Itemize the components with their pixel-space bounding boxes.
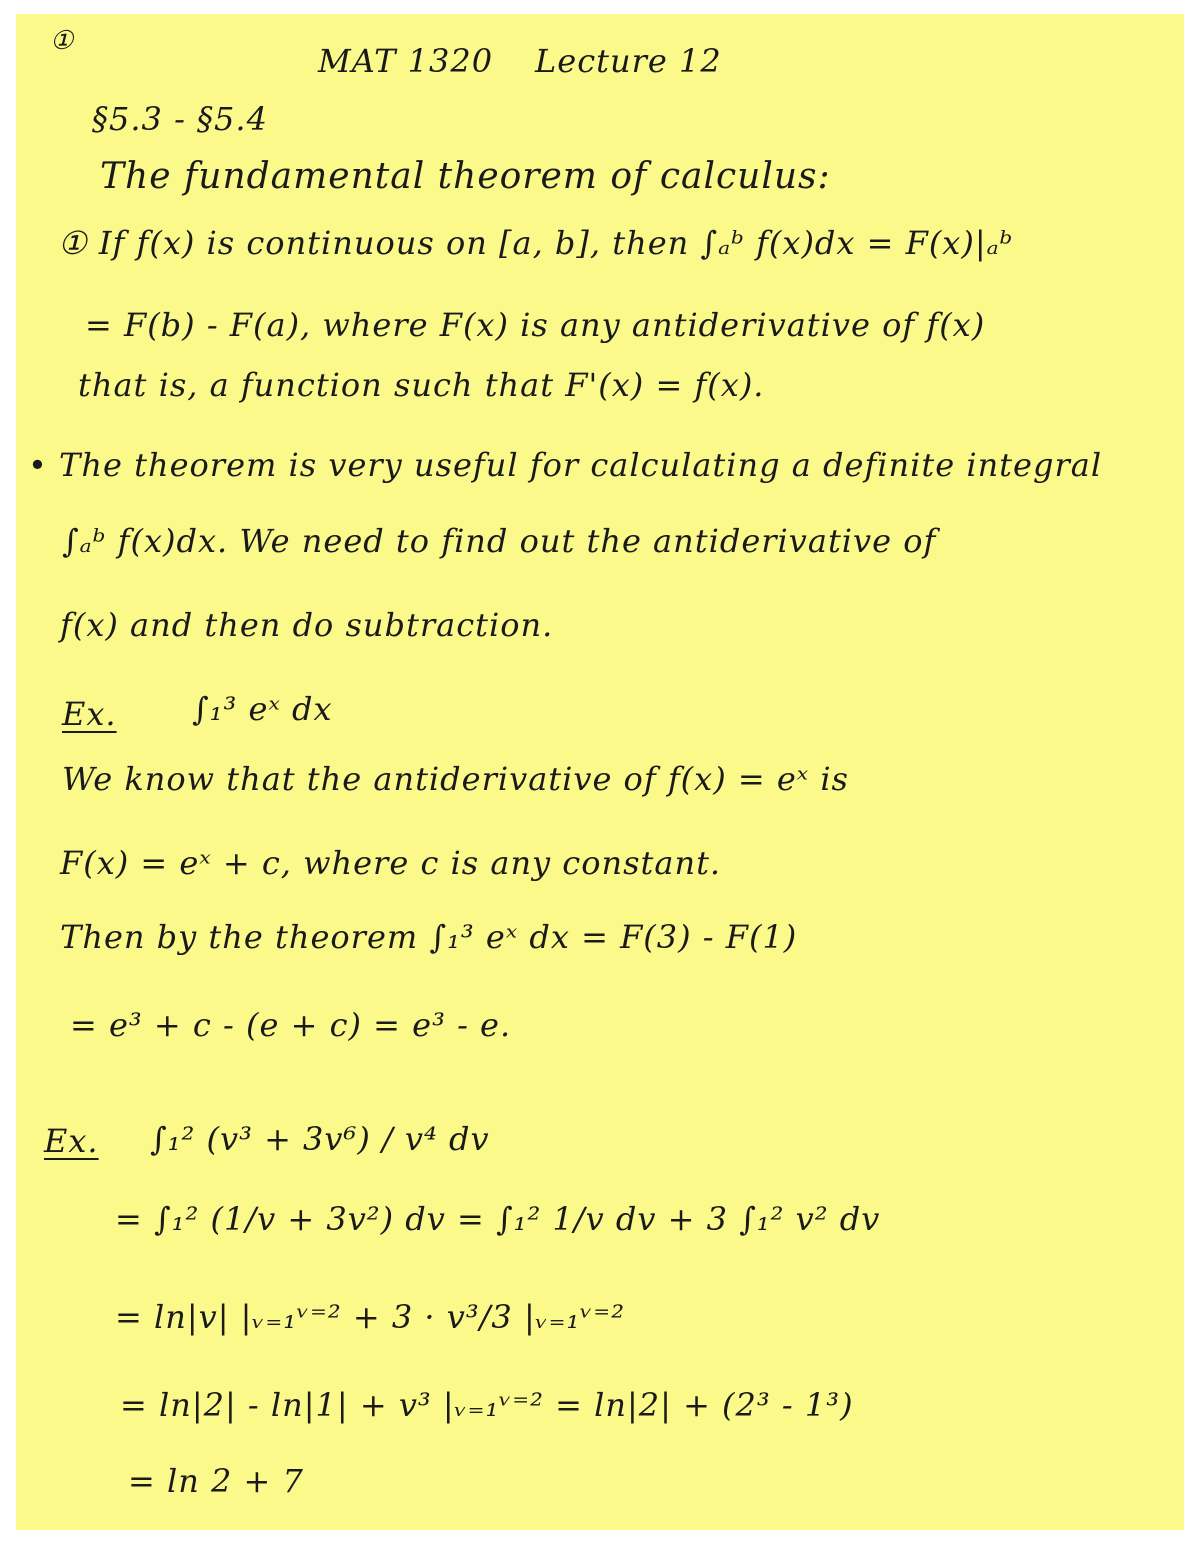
example-2-problem: ∫₁² (v³ + 3v⁶) / v⁴ dv: [150, 1120, 490, 1158]
example-2-line-3: = ln|2| - ln|1| + v³ |ᵥ₌₁ᵛ⁼² = ln|2| + (2³ - 1³): [120, 1386, 854, 1424]
example-1-label: Ex.: [62, 695, 117, 733]
course-code: MAT 1320: [318, 42, 494, 80]
example-1-line-4: = e³ + c - (e + c) = e³ - e.: [70, 1006, 512, 1044]
theorem-line-2: = F(b) - F(a), where F(x) is any antiderivative of f(x): [85, 306, 986, 344]
example-1-line-3: Then by the theorem ∫₁³ eˣ dx = F(3) - F(1): [60, 918, 798, 956]
page-number: ①: [50, 26, 75, 56]
example-2-line-4: = ln 2 + 7: [128, 1462, 304, 1500]
theorem-line-3: that is, a function such that F'(x) = f(x).: [78, 366, 765, 404]
theorem-line-1: ① If f(x) is continuous on [a, b], then ∫ₐᵇ f(x)dx = F(x)|ₐᵇ: [58, 224, 1014, 262]
topic-title: The fundamental theorem of calculus:: [100, 156, 831, 197]
example-2-line-2: = ln|v| |ᵥ₌₁ᵛ⁼² + 3 · v³/3 |ᵥ₌₁ᵛ⁼²: [115, 1298, 626, 1336]
example-2-label: Ex.: [44, 1122, 99, 1160]
example-1-problem: ∫₁³ eˣ dx: [192, 690, 333, 728]
remark-line-3: f(x) and then do subtraction.: [60, 606, 554, 644]
example-1-line-1: We know that the antiderivative of f(x) = eˣ is: [62, 760, 849, 798]
example-1-line-2: F(x) = eˣ + c, where c is any constant.: [60, 844, 722, 882]
section-reference: §5.3 - §5.4: [92, 100, 268, 138]
example-2-line-1: = ∫₁² (1/v + 3v²) dv = ∫₁² 1/v dv + 3 ∫₁² v² dv: [115, 1200, 881, 1238]
remark-line-2: ∫ₐᵇ f(x)dx. We need to find out the antiderivative of: [62, 522, 937, 560]
lecture-title: Lecture 12: [535, 42, 722, 80]
remark-line-1: • The theorem is very useful for calculating a definite integral: [28, 446, 1103, 484]
